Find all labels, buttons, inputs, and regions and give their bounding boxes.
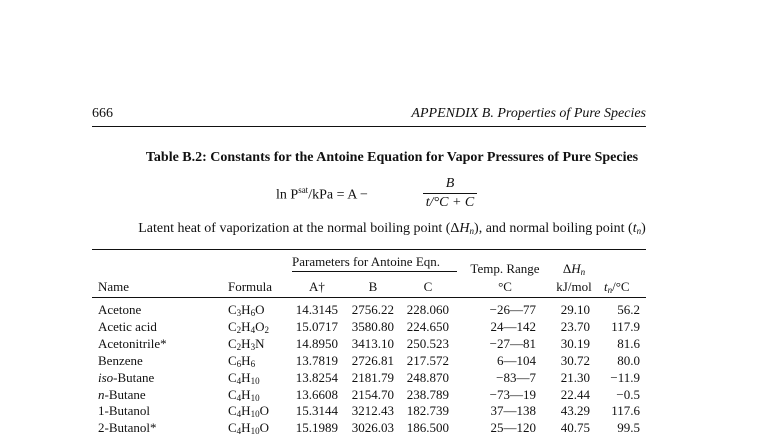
cell-name: Acetonitrile* xyxy=(98,335,167,351)
cell-a: 13.8254 xyxy=(295,369,338,385)
cell-name: 2-Butanol* xyxy=(98,420,157,436)
cell-range: −27—81 xyxy=(489,335,536,351)
cell-formula: $C_4H_{10}O$ xyxy=(228,403,269,420)
fraction-bar xyxy=(423,193,477,194)
cell-dh: 40.75 xyxy=(560,420,590,436)
cell-tn: 56.2 xyxy=(617,302,640,317)
equation-fraction xyxy=(423,176,477,211)
equation-sat-superscript: sat xyxy=(298,185,309,195)
latent-heat-note: Latent heat of vaporization at the normal boiling point $(\Delta H_n)$, and normal boiling point $(t_n)$ xyxy=(138,221,646,236)
cell-b: 3026.03 xyxy=(351,420,394,436)
cell-range: −73—19 xyxy=(489,386,536,402)
cell-range: 25—120 xyxy=(490,420,536,436)
cell-dh: 21.30 xyxy=(560,369,590,385)
params-group-header: Parameters for Antoine Eqn. xyxy=(292,254,441,269)
cell-tn: 80.0 xyxy=(617,352,640,368)
cell-dh: 43.29 xyxy=(560,403,590,419)
cell-b: 3413.10 xyxy=(351,335,394,351)
cell-name: Acetic acid xyxy=(98,318,157,334)
cell-a: 13.7819 xyxy=(295,352,338,368)
cell-formula: $C_6H_6$ xyxy=(228,352,256,369)
cell-formula: $C_4H_{10}$ xyxy=(228,369,260,386)
equation-lhs-rest: /kPa = A − xyxy=(308,187,368,203)
col-header-name: Name xyxy=(98,279,130,294)
cell-tn: 99.5 xyxy=(617,420,640,436)
cell-formula: $C_3H_6O$ xyxy=(228,302,265,318)
col-header-dh: $\Delta H_n$ xyxy=(562,261,586,277)
cell-c: 217.572 xyxy=(406,352,449,368)
col-header-b: B xyxy=(368,279,378,294)
cell-tn: 117.6 xyxy=(611,403,640,419)
cell-c: 238.789 xyxy=(406,386,449,402)
cell-c: 228.060 xyxy=(406,302,449,317)
col-header-a: A† xyxy=(309,279,325,294)
cell-name: n-Butane xyxy=(98,386,146,402)
col-header-dh-unit: kJ/mol xyxy=(556,279,592,294)
cell-c: 186.500 xyxy=(406,420,449,436)
page-number: 666 xyxy=(92,106,113,121)
cell-range: 24—142 xyxy=(490,318,536,334)
cell-formula: $C_2H_3N$ xyxy=(228,335,265,352)
cell-tn: 81.6 xyxy=(617,335,640,351)
cell-range: −83—7 xyxy=(496,369,536,385)
equation-ln-p: ln P xyxy=(276,187,299,203)
cell-b: 3212.43 xyxy=(351,403,394,419)
cell-name: Acetone xyxy=(98,302,142,317)
cell-b: 2154.70 xyxy=(351,386,394,402)
cell-b: 2756.22 xyxy=(351,302,394,317)
equation-denominator: t/°C + C xyxy=(425,195,475,210)
cell-b: 3580.80 xyxy=(351,318,394,334)
cell-name: 1-Butanol xyxy=(98,403,150,419)
antoine-equation xyxy=(276,176,476,216)
cell-a: 13.6608 xyxy=(295,386,338,402)
cell-dh: 30.72 xyxy=(560,352,590,368)
cell-formula: $C_2H_4O_2$ xyxy=(228,318,269,335)
cell-c: 182.739 xyxy=(406,403,449,419)
equation-numerator: B xyxy=(445,176,455,191)
cell-dh: 29.10 xyxy=(560,302,590,317)
table-title: Table B.2: Constants for the Antoine Equation for Vapor Pressures of Pure Species xyxy=(145,150,639,165)
cell-c: 250.523 xyxy=(406,335,449,351)
cell-b: 2726.81 xyxy=(351,352,394,368)
col-header-formula: Formula xyxy=(228,279,273,294)
cell-dh: 23.70 xyxy=(560,318,590,334)
table-top-rule xyxy=(92,249,646,250)
cell-tn: −0.5 xyxy=(616,386,640,402)
table-header-rule xyxy=(92,297,646,298)
col-header-c: C xyxy=(423,279,433,294)
col-header-temp-range: Temp. Range xyxy=(470,261,540,276)
cell-a: 15.0717 xyxy=(295,318,338,334)
cell-name: iso-Butane xyxy=(98,369,155,385)
cell-c: 224.650 xyxy=(406,318,449,334)
cell-tn: 117.9 xyxy=(611,318,640,334)
cell-name: Benzene xyxy=(98,352,143,368)
cell-a: 14.8950 xyxy=(295,335,338,351)
col-header-tn: $t_n/^\circ C$ xyxy=(604,279,630,295)
cell-a: 15.3144 xyxy=(295,403,338,419)
params-group-rule xyxy=(292,271,457,272)
header-rule xyxy=(92,126,646,127)
cell-formula: $C_4H_{10}O$ xyxy=(228,420,269,437)
running-head: APPENDIX B. Properties of Pure Species xyxy=(411,106,646,121)
col-header-temp-unit: °C xyxy=(498,279,512,294)
cell-range: 37—138 xyxy=(490,403,536,419)
cell-c: 248.870 xyxy=(406,369,449,385)
cell-dh: 22.44 xyxy=(560,386,590,402)
cell-b: 2181.79 xyxy=(351,369,394,385)
cell-formula: $C_4H_{10}$ xyxy=(228,386,260,403)
cell-range: −26—77 xyxy=(489,302,536,317)
cell-range: 6—104 xyxy=(497,352,536,368)
equation-lhs xyxy=(276,185,368,204)
cell-a: 15.1989 xyxy=(295,420,338,436)
cell-tn: −11.9 xyxy=(610,369,640,385)
cell-a: 14.3145 xyxy=(295,302,338,317)
cell-dh: 30.19 xyxy=(560,335,590,351)
